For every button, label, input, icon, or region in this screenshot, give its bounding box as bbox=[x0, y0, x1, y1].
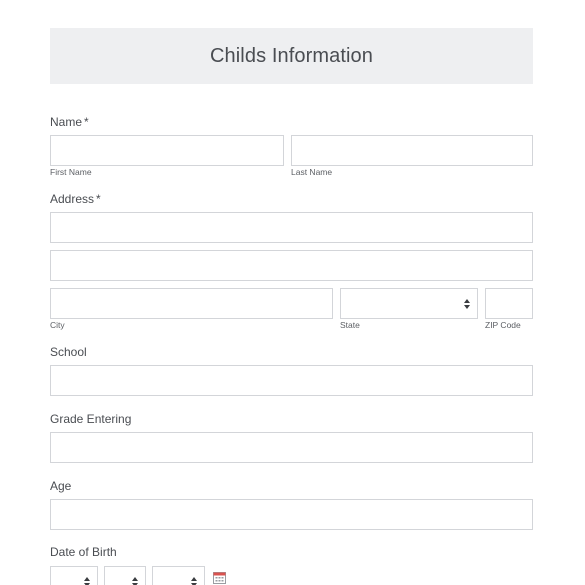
grade-entering-input[interactable] bbox=[50, 432, 533, 463]
address-required-mark: * bbox=[96, 192, 101, 206]
street-address-input[interactable] bbox=[50, 212, 533, 243]
first-name-input[interactable] bbox=[50, 135, 284, 166]
section-title: Childs Information bbox=[210, 44, 373, 67]
first-name-sublabel: First Name bbox=[50, 167, 92, 177]
city-input[interactable] bbox=[50, 288, 333, 319]
street-address-line2-input[interactable] bbox=[50, 250, 533, 281]
age-input[interactable] bbox=[50, 499, 533, 530]
dob-year-select[interactable] bbox=[152, 566, 205, 585]
zip-code-sublabel: ZIP Code bbox=[485, 320, 521, 330]
address-label bbox=[50, 192, 101, 206]
updown-chevron-icon bbox=[84, 577, 90, 585]
state-select[interactable] bbox=[340, 288, 478, 319]
date-of-birth-label: Date of Birth bbox=[50, 545, 117, 559]
school-label: School bbox=[50, 345, 87, 359]
last-name-sublabel: Last Name bbox=[291, 167, 333, 177]
calendar-icon[interactable] bbox=[213, 571, 226, 584]
dob-month-select[interactable] bbox=[50, 566, 98, 585]
name-label bbox=[50, 115, 89, 129]
section-header bbox=[50, 28, 533, 84]
state-sublabel: State bbox=[340, 320, 360, 330]
name-required-mark: * bbox=[84, 115, 89, 129]
zip-code-input[interactable] bbox=[485, 288, 533, 319]
dob-day-select[interactable] bbox=[104, 566, 146, 585]
updown-chevron-icon bbox=[464, 299, 470, 309]
city-sublabel: City bbox=[50, 320, 65, 330]
age-label: Age bbox=[50, 479, 72, 493]
address-label-text: Address bbox=[50, 192, 95, 206]
last-name-input[interactable] bbox=[291, 135, 533, 166]
school-input[interactable] bbox=[50, 365, 533, 396]
updown-chevron-icon bbox=[191, 577, 197, 585]
grade-entering-label: Grade Entering bbox=[50, 412, 132, 426]
name-label-text: Name bbox=[50, 115, 83, 129]
updown-chevron-icon bbox=[132, 577, 138, 585]
